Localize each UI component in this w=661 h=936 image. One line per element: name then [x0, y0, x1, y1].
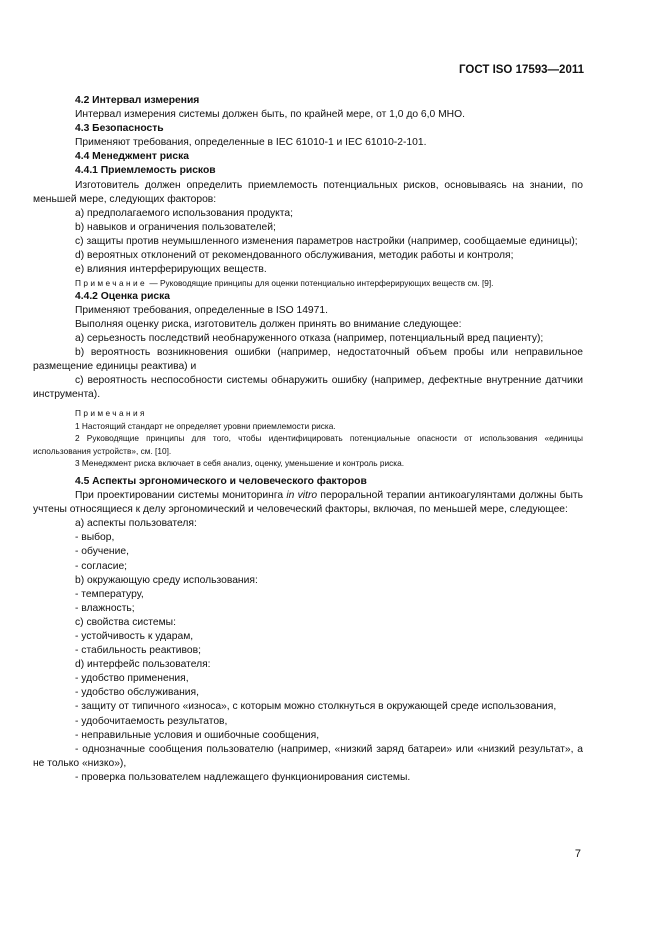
list-item: a) серьезность последствий необнаруженного отказа (например, потенциальный вред пациенту);: [75, 333, 544, 344]
list-item: - стабильность реактивов;: [75, 645, 201, 657]
list-item: - удобство обслуживания,: [75, 687, 199, 699]
section-4-3-heading: 4.3 Безопасность: [75, 123, 164, 135]
note-item: 3 Менеджмент риска включает в себя анализ, оценку, уменьшение и контроль риска.: [75, 458, 405, 469]
list-item: a) предполагаемого использования продукта;: [75, 207, 293, 219]
list-item: b) окружающую среду использования:: [75, 574, 258, 586]
intro-text-a: При проектировании системы мониторинга: [75, 490, 287, 502]
section-4-2-heading: 4.2 Интервал измерения: [75, 95, 200, 106]
list-item: - неправильные условия и ошибочные сообщения,: [75, 729, 320, 741]
section-4-5-intro: [33, 489, 583, 517]
list-item: a) аспекты пользователя:: [75, 518, 197, 530]
list-item: - согласие;: [75, 560, 128, 572]
page-content: [33, 94, 583, 785]
list-item: - устойчивость к ударам,: [75, 631, 194, 642]
section-4-4-heading: 4.4 Менеджмент риска: [75, 151, 189, 163]
section-4-4-1-heading: 4.4.1 Приемлемость рисков: [75, 165, 216, 177]
section-4-2-text: Интервал измерения системы должен быть, по крайней мере, от 1,0 до 6,0 МНО.: [75, 109, 465, 121]
note: [33, 277, 583, 290]
list-item: - удобочитаемость результатов,: [75, 715, 228, 727]
list-item: e) влияния интерферирующих веществ.: [75, 264, 267, 276]
list-item: d) вероятных отклонений от рекомендованного обслуживания, методик работы и контроля;: [75, 250, 514, 262]
list-item: - температуру,: [75, 588, 144, 600]
list-item: b) навыков и ограничения пользователей;: [75, 221, 276, 233]
section-4-3-text: Применяют требования, определенные в IEC 61010-1 и IEC 61010-2-101.: [75, 137, 427, 149]
intro-text-b: пероральной терапии антикоагулянтами должны быть учтены относящиеся к делу эргономический и человеческий факторы, включая, по меньшей мере, следующее:: [33, 490, 584, 516]
list-item: c) свойства системы:: [75, 616, 176, 628]
list-item: - проверка пользователем надлежащего функционирования системы.: [75, 771, 411, 783]
list-item: - обучение,: [75, 546, 129, 558]
intro-italic: in vitro: [286, 490, 318, 502]
section-4-4-1-intro: Изготовитель должен определить приемлемость потенциальных рисков, основываясь на знании, по меньшей мере, следующих факторов:: [33, 179, 583, 205]
list-item: b) вероятность возникновения ошибки (например, недостаточный объем пробы или неправильное размещение единицы реактива) и: [33, 347, 583, 373]
note-label: Примечание: [75, 278, 148, 289]
page-number: 7: [574, 848, 581, 860]
section-4-4-2-heading: 4.4.2 Оценка риска: [75, 290, 171, 302]
note-item: 1 Настоящий стандарт не определяет уровни приемлемости риска.: [75, 420, 336, 431]
paragraph: Применяют требования, определенные в ISO 14971.: [75, 304, 328, 316]
list-item: c) вероятность неспособности системы обнаружить ошибку (например, дефектные внутренние датчики инструмента).: [33, 375, 583, 401]
list-item: c) защиты против неумышленного изменения параметров настройки (например, сообщаемые единицы);: [75, 235, 578, 247]
notes-title: Примечания: [75, 408, 147, 419]
list-item: - удобство применения,: [75, 673, 189, 685]
list-item: - выбор,: [75, 532, 115, 544]
list-item: - однозначные сообщения пользователю (например, «низкий заряд батареи» или «низкий результат», а не только «низко»),: [33, 743, 583, 769]
document-code: ГОСТ ISO 17593—2011: [459, 64, 584, 76]
note-text: — Руководящие принципы для оценки потенциально интерферирующих веществ см. [9].: [147, 278, 494, 289]
list-item: - защиту от типичного «износа», с которым можно столкнуться в окружающей среде использования,: [75, 701, 557, 713]
list-item: d) интерфейс пользователя:: [75, 659, 211, 671]
note-item: 2 Руководящие принципы для того, чтобы идентифицировать потенциальные опасности от использования «единицы использования устройств», см. [10].: [33, 433, 583, 456]
section-4-5-heading: 4.5 Аспекты эргономического и человеческого факторов: [75, 475, 367, 487]
paragraph: Выполняя оценку риска, изготовитель должен принять во внимание следующее:: [75, 318, 462, 330]
list-item: - влажность;: [75, 602, 135, 614]
